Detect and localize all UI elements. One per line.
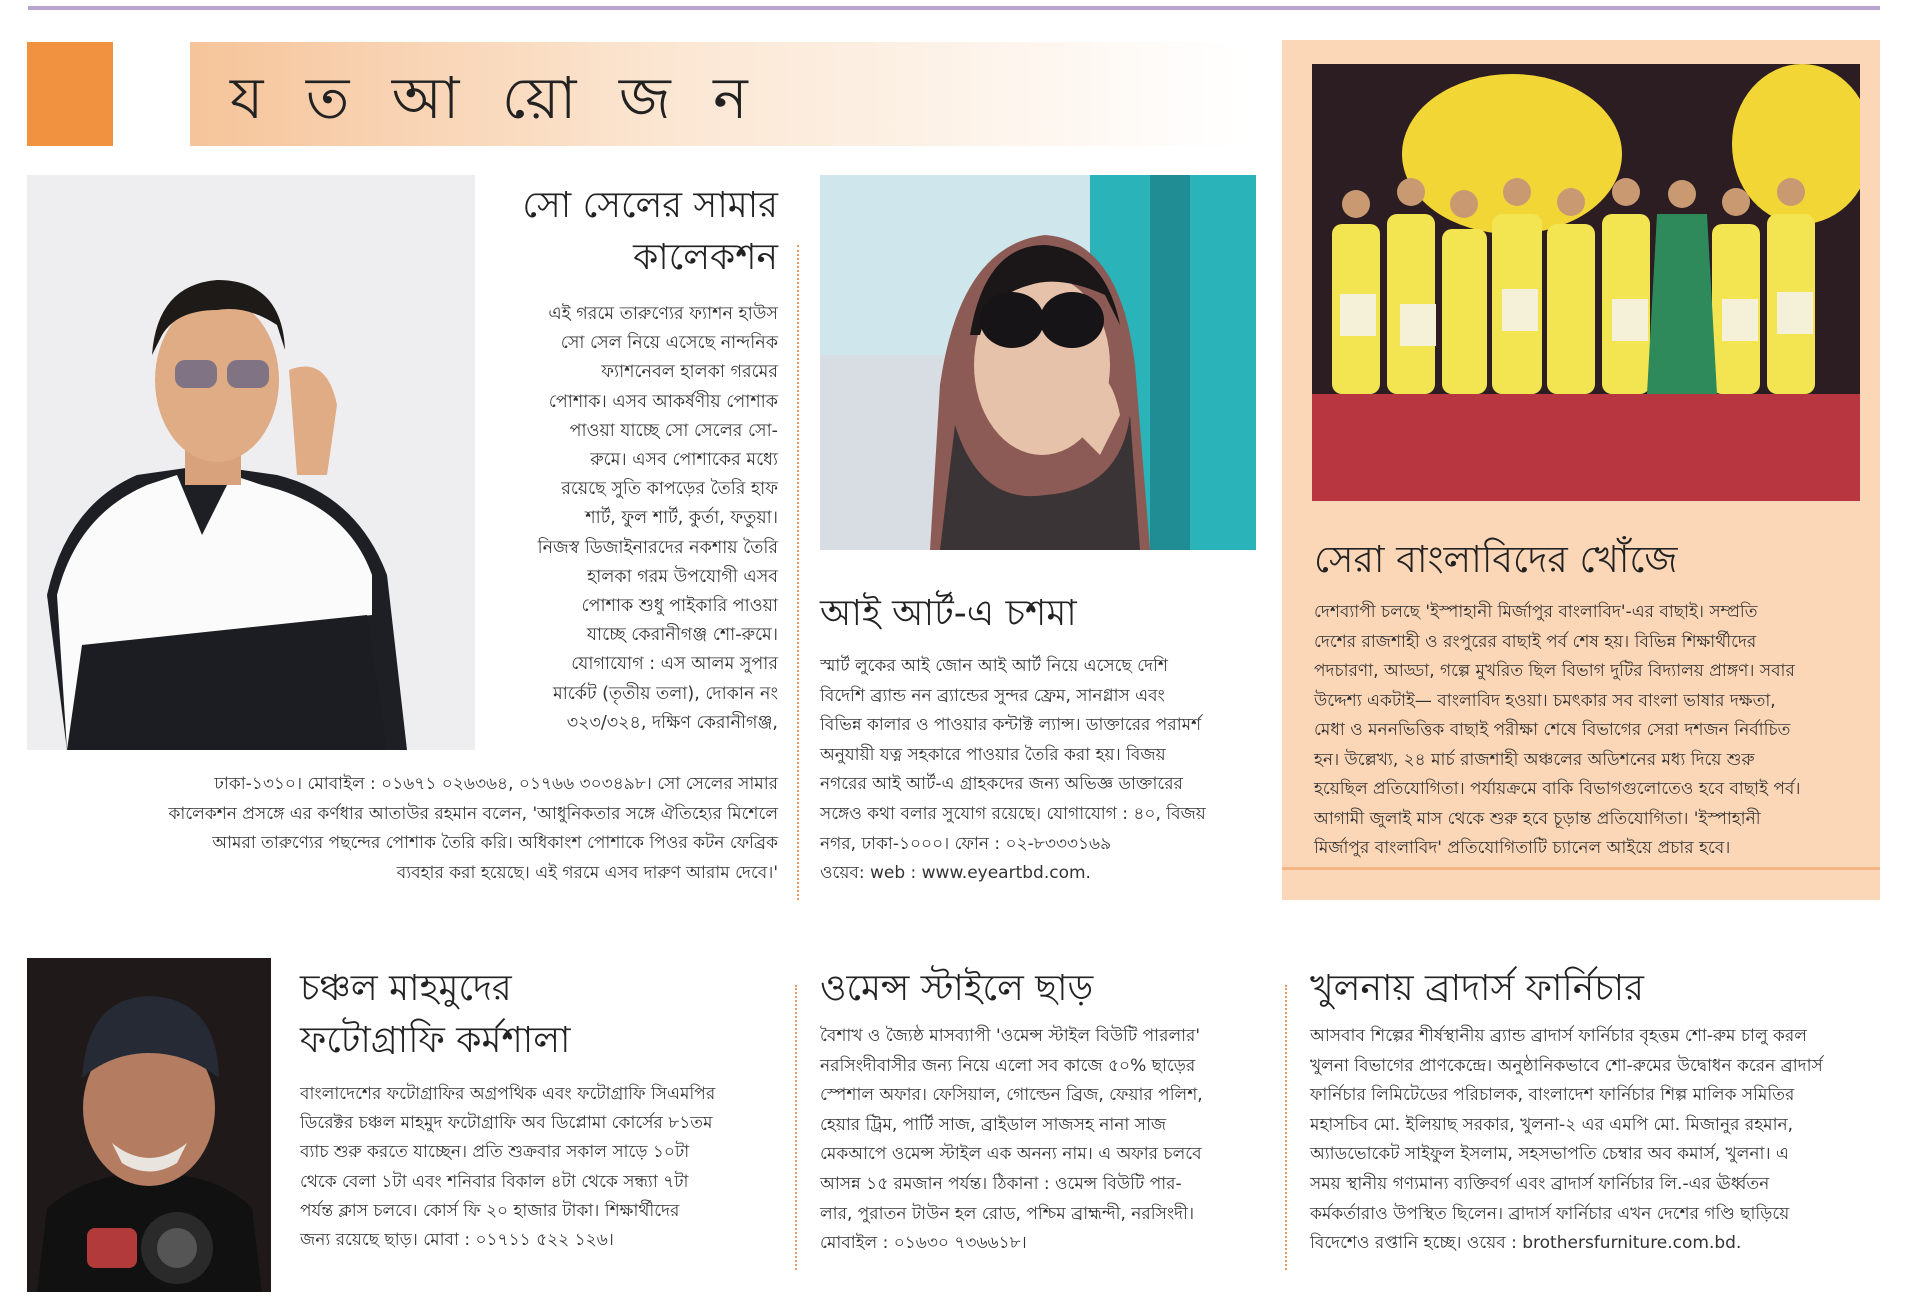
body-line: পর্যন্ত ক্লাস চলবে। কোর্স ফি ২০ হাজার টাকা। শিক্ষার্থীদের [300, 1200, 680, 1221]
womens-style-headline: ওমেন্স স্টাইলে ছাড় [820, 968, 1094, 1009]
so-sell-headline [490, 180, 778, 284]
brothers-body [1310, 1022, 1870, 1259]
body-line: মহাসচিব মো. ইলিয়াছ সরকার, খুলনা-২ এর এমপি মো. মিজানুর রহমান, [1310, 1114, 1794, 1135]
body-line: এই গরমে তারুণ্যের ফ্যাশন হাউস [548, 304, 778, 324]
body-line: মেকআপে ওমেন্স স্টাইল এক অনন্য নাম। এ অফার চলবে [820, 1144, 1202, 1165]
body-line: সময় স্থানীয় গণ্যমান্য ব্যক্তিবর্গ এবং ব্রাদার্স ফার্নিচার লি.-এর ঊর্ধ্বতন [1310, 1173, 1770, 1194]
body-line: বিভিন্ন কালার ও পাওয়ার কন্টাক্ট ল্যান্স। ডাক্তারের পরামর্শ [820, 715, 1202, 736]
body-line: নগরের আই আর্ট-এ গ্রাহকদের জন্য অভিজ্ঞ ডাক্তারের [820, 774, 1183, 795]
banglabid-body [1314, 598, 1862, 864]
so-sell-headline-line-1: সো সেলের সামার [522, 185, 778, 226]
body-line: মেধা ও মননভিত্তিক বাছাই পরীক্ষা শেষে বিভাগের সেরা দশজন নির্বাচিত [1314, 720, 1791, 740]
body-line: দেশব্যাপী চলছে 'ইস্পাহানী মির্জাপুর বাংলাবিদ'-এর বাছাই। সম্প্রতি [1314, 602, 1758, 622]
body-line: রুমে। এসব পোশাকের মধ্যে [590, 450, 778, 471]
body-line: লার, পুরাতন টাউন হল রোড, পশ্চিম ব্রাহ্মন্দী, নরসিংদী। [820, 1203, 1195, 1224]
banglabid-photo [1312, 64, 1860, 501]
body-line: ব্যবহার করা হয়েছে। এই গরমে এসব দারুণ আরাম দেবে।' [396, 862, 778, 883]
body-line: খুলনা বিভাগের প্রাণকেন্দ্রে। অনুষ্ঠানিকভাবে শো-রুমের উদ্বোধন করেন ব্রাদার্স [1310, 1055, 1823, 1076]
body-line: নরসিংদীবাসীর জন্য নিয়ে এলো সব কাজে ৫০% ছাড়ের [820, 1055, 1196, 1076]
body-line: সো সেল নিয়ে এসেছে নান্দনিক [560, 333, 778, 354]
section-marker [27, 42, 113, 146]
column-divider [797, 245, 799, 900]
body-line: ফ্যাশনেবল হালকা গরমের [601, 362, 778, 383]
body-line: কালেকশন প্রসঙ্গে এর কর্ণধার আতাউর রহমান বলেন, 'আধুনিকতার সঙ্গে ঐতিহ্যের মিশেলে [168, 803, 778, 824]
body-line: অনুযায়ী যত্ন সহকারে পাওয়ার তৈরি করা হয়। বিজয় [820, 744, 1166, 765]
body-line: ফার্নিচার লিমিটেডের পরিচালক, বাংলাদেশ ফার্নিচার শিল্প মালিক সমিতির [1310, 1085, 1795, 1106]
section-title: য ত আ য়ো জ ন [230, 64, 760, 132]
body-line: আসন্ন ১৫ রমজান পর্যন্ত। ঠিকানা : ওমেন্স বিউটি পার- [820, 1173, 1182, 1194]
body-line: অ্যাডভোকেট সাইফুল ইসলাম, সহসভাপতি চেম্বার অব কমার্স, খুলনা। এ [1310, 1144, 1789, 1165]
body-line: জন্য রয়েছে ছাড়। মোবা : ০১৭১১ ৫২২ ১২৬। [300, 1230, 614, 1251]
body-line: বৈশাখ ও জ্যৈষ্ঠ মাসব্যাপী 'ওমেন্স স্টাইল বিউটি পারলার' [820, 1026, 1201, 1046]
column-divider [795, 985, 797, 1270]
body-line: হয়েছিল প্রতিযোগিতা। পর্যায়ক্রমে বাকি বিভাগগুলোতেও হবে বাছাই পর্ব। [1314, 779, 1801, 799]
body-line: স্মার্ট লুকের আই জোন আই আর্ট নিয়ে এসেছে দেশি [820, 656, 1168, 676]
banglabid-headline: সেরা বাংলাবিদের খোঁজে [1314, 538, 1678, 581]
body-line: কর্মকর্তারাও উপস্থিত ছিলেন। ব্রাদার্স ফার্নিচার এখন দেশের গণ্ডি ছাড়িয়ে [1310, 1203, 1790, 1224]
so-sell-photo [27, 175, 475, 750]
body-line: বাংলাদেশের ফটোগ্রাফির অগ্রপথিক এবং ফটোগ্রাফি সিএমপির [300, 1084, 716, 1104]
photography-headline [300, 963, 780, 1067]
body-line: হেয়ার ট্রিম, পার্টি সাজ, ব্রাইডাল সাজসহ নানা সাজ [820, 1114, 1167, 1135]
body-line: নিজস্ব ডিজাইনারদের নকশায় তৈরি [537, 537, 778, 558]
body-line: পোশাক শুধু পাইকারি পাওয়া [581, 596, 778, 617]
column-divider [1285, 985, 1287, 1270]
body-line: বিদেশি ব্র্যান্ড নন ব্র্যান্ডের সুন্দর ফ্রেম, সানগ্লাস এবং [820, 685, 1165, 706]
photography-headline-line-1: চঞ্চল মাহমুদের [300, 968, 512, 1009]
section-banner [190, 42, 1240, 146]
body-line: ব্যাচ শুরু করতে যাচ্ছেন। প্রতি শুক্রবার সকাল সাড়ে ১০টা [300, 1142, 690, 1163]
body-line: পোশাক। এসব আকর্ষণীয় পোশাক [548, 391, 778, 412]
body-line: ওয়েব: web : www.eyeartbd.com. [820, 863, 1091, 884]
body-line: মোবাইল : ০১৬৩০ ৭৩৬৬১৮। [820, 1233, 1027, 1254]
body-line: শার্ট, ফুল শার্ট, কুর্তা, ফতুয়া। [585, 508, 778, 529]
eye-art-headline: আই আর্ট-এ চশমা [820, 593, 1077, 634]
eye-art-photo [820, 175, 1256, 550]
body-line: স্পেশাল অফার। ফেসিয়াল, গোল্ডেন ব্রিজ, ফেয়ার পলিশ, [820, 1085, 1203, 1106]
so-sell-body [492, 300, 778, 738]
eye-art-body [820, 652, 1256, 889]
body-line: মার্কেট (তৃতীয় তলা), দোকান নং [552, 683, 778, 704]
top-rule [28, 6, 1880, 10]
photography-body [300, 1080, 780, 1255]
photography-headline-line-2: ফটোগ্রাফি কর্মশালা [300, 1020, 571, 1061]
body-line: হন। উল্লেখ্য, ২৪ মার্চ রাজশাহী অঞ্চলের অডিশনের মধ্য দিয়ে শুরু [1314, 749, 1755, 770]
body-line: ডিরেক্টর চঞ্চল মাহমুদ ফটোগ্রাফি অব ডিপ্লোমা কোর্সের ৮১তম [300, 1113, 713, 1134]
body-line: মির্জাপুর বাংলাবিদ' প্রতিযোগিতাটি চ্যানেল আইয়ে প্রচার হবে। [1314, 838, 1731, 858]
body-line: আমরা তারুণ্যের পছন্দের পোশাক তৈরি করি। অধিকাংশ পোশাকে পিওর কটন ফেব্রিক [212, 833, 778, 853]
body-line: হালকা গরম উপযোগী এসব [587, 566, 778, 587]
body-line: পদচারণা, আড্ডা, গল্পে মুখরিত ছিল বিভাগ দুটির বিদ্যালয় প্রাঙ্গণ। সবার [1314, 661, 1795, 681]
body-line: যাচ্ছে কেরানীগঞ্জ শো-রুমে। [586, 625, 778, 646]
so-sell-body-continued [30, 770, 778, 888]
body-line: উদ্দেশ্য একটাই— বাংলাবিদ হওয়া। চমৎকার সব বাংলা ভাষার দক্ষতা, [1314, 690, 1776, 711]
body-line: সঙ্গেও কথা বলার সুযোগ রয়েছে। যোগাযোগ : ৪০, বিজয় [820, 803, 1206, 824]
so-sell-headline-line-2: কালেকশন [633, 237, 778, 278]
body-line: পাওয়া যাচ্ছে সো সেলের সো- [569, 420, 778, 441]
body-line: নগর, ঢাকা-১০০০। ফোন : ০২-৮৩৩৩১৬৯ [820, 833, 1112, 854]
womens-style-body [820, 1022, 1256, 1259]
brothers-headline: খুলনায় ব্রাদার্স ফার্নিচার [1310, 968, 1644, 1009]
body-line: আগামী জুলাই মাস থেকে শুরু হবে চূড়ান্ত প্রতিযোগিতা। 'ইস্পাহানী [1314, 808, 1761, 829]
body-line: থেকে বেলা ১টা এবং শনিবার বিকাল ৪টা থেকে সন্ধ্যা ৭টা [300, 1171, 689, 1192]
body-line: ঢাকা-১৩১০। মোবাইল : ০১৬৭১ ০২৬৩৬৪, ০১৭৬৬ ৩০৩৪৯৮। সো সেলের সামার [214, 774, 778, 794]
photographer-photo [27, 958, 271, 1292]
body-line: আসবাব শিল্পের শীর্ষস্থানীয় ব্র্যান্ড ব্রাদার্স ফার্নিচার বৃহত্তম শো-রুম চালু করল [1310, 1026, 1807, 1046]
body-line: বিদেশেও রপ্তানি হচ্ছে। ওয়েব : brothersfurniture.com.bd. [1310, 1233, 1742, 1254]
body-line: যোগাযোগ : এস আলম সুপার [571, 654, 778, 675]
body-line: ৩২৩/৩২৪, দক্ষিণ কেরানীগঞ্জ, [566, 712, 778, 733]
body-line: রয়েছে সুতি কাপড়ের তৈরি হাফ [561, 479, 778, 500]
body-line: দেশের রাজশাহী ও রংপুরের বাছাই পর্ব শেষ হয়। বিভিন্ন শিক্ষার্থীদের [1314, 631, 1757, 652]
